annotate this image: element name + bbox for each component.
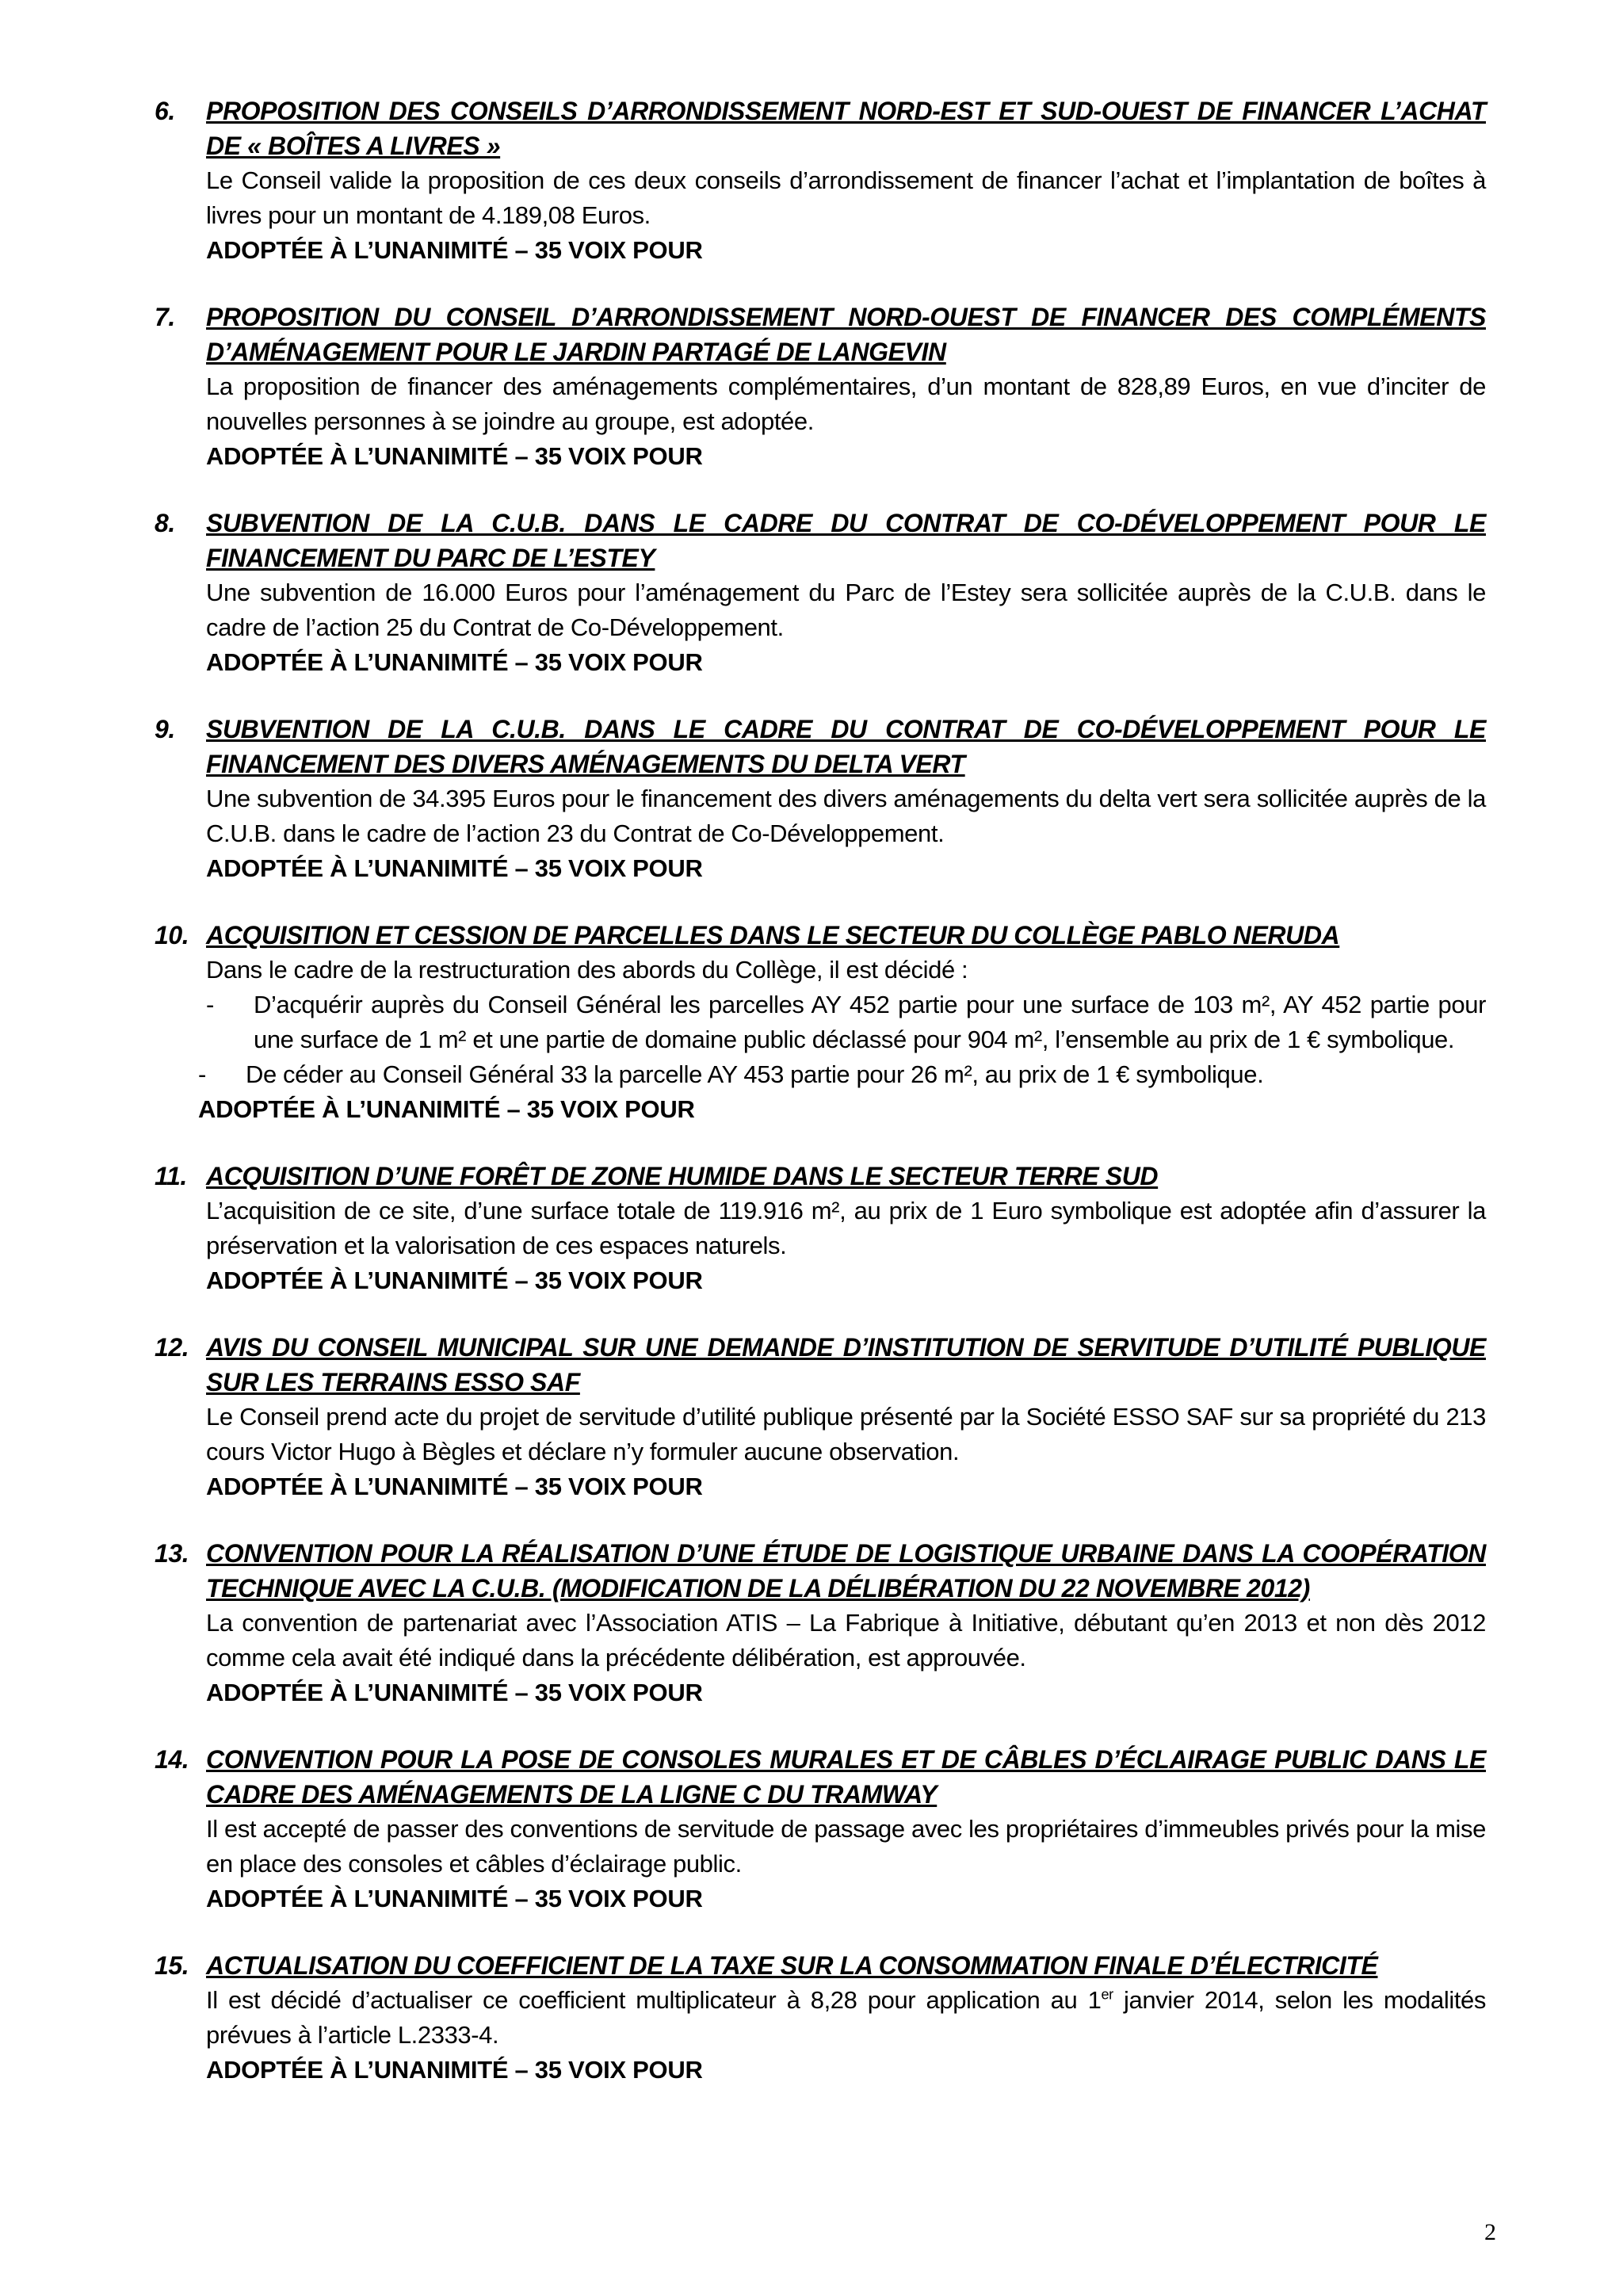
item-text: L’acquisition de ce site, d’une surface totale de 119.916 m², au prix de 1 Euro symbolique est adoptée afin d’assurer la préservation et la valorisation de ces espaces naturels. [206,1197,1486,1259]
bullet-text: D’acquérir auprès du Conseil Général les parcelles AY 452 partie pour une surface de 103 m², AY 452 partie pour une surface de 1 m² et une partie de domaine public déclassé pour 904 m², l’ensemble au prix de 1 € symbolique. [254,991,1486,1053]
item-title: PROPOSITION DU CONSEIL D’ARRONDISSEMENT NORD-OUEST DE FINANCER DES COMPLÉMENTS D’AMÉNAGEMENT POUR LE JARDIN PARTAGÉ DE LANGEVIN [206,303,1486,366]
item-number: 12. [155,1333,189,1362]
item-title: SUBVENTION DE LA C.U.B. DANS LE CADRE DU CONTRAT DE CO-DÉVELOPPEMENT POUR LE FINANCEMENT DES DIVERS AMÉNAGEMENTS DU DELTA VERT [206,715,1486,778]
item-vote-result: ADOPTÉE À L’UNANIMITÉ – 35 VOIX POUR [206,442,703,470]
deliberation-item-13 [155,1536,1486,1710]
item-vote-result: ADOPTÉE À L’UNANIMITÉ – 35 VOIX POUR [206,648,703,676]
item-text: Le Conseil prend acte du projet de servitude d’utilité publique présenté par la Société ESSO SAF sur sa propriété du 213 cours Victor Hugo à Bègles et déclare n’y formuler aucune observation. [206,1403,1486,1465]
item-text: Dans le cadre de la restructuration des abords du Collège, il est décidé : [206,956,968,984]
item-bullet-list [198,988,1486,1092]
item-title: AVIS DU CONSEIL MUNICIPAL SUR UNE DEMANDE D’INSTITUTION DE SERVITUDE D’UTILITÉ PUBLIQUE SUR LES TERRAINS ESSO SAF [206,1333,1486,1396]
item-number: 7. [155,303,175,331]
item-text [206,1983,1486,2053]
item-vote-result: ADOPTÉE À L’UNANIMITÉ – 35 VOIX POUR [206,854,703,882]
item-vote-result: ADOPTÉE À L’UNANIMITÉ – 35 VOIX POUR [206,2056,703,2084]
item-text: Une subvention de 16.000 Euros pour l’aménagement du Parc de l’Estey sera sollicitée auprès de la C.U.B. dans le cadre de l’action 25 du Contrat de Co-Développement. [206,579,1486,641]
page-number: 2 [1484,2219,1496,2245]
item-number: 14. [155,1745,189,1774]
bullet-marker: - [198,1060,206,1088]
deliberations-list [155,94,1486,2119]
deliberation-item-8 [155,506,1486,680]
deliberation-item-10 [155,918,1486,1127]
item-vote-result: ADOPTÉE À L’UNANIMITÉ – 35 VOIX POUR [206,1679,703,1706]
deliberation-item-7 [155,300,1486,474]
item-vote-result: ADOPTÉE À L’UNANIMITÉ – 35 VOIX POUR [206,1266,703,1294]
item-title: PROPOSITION DES CONSEILS D’ARRONDISSEMENT NORD-EST ET SUD-OUEST DE FINANCER L’ACHAT DE « BOÎTES A LIVRES » [206,97,1486,160]
item-title: SUBVENTION DE LA C.U.B. DANS LE CADRE DU CONTRAT DE CO-DÉVELOPPEMENT POUR LE FINANCEMENT DU PARC DE L’ESTEY [206,509,1486,572]
item-vote-result: ADOPTÉE À L’UNANIMITÉ – 35 VOIX POUR [206,236,703,264]
item-number: 13. [155,1539,189,1568]
item-text-part: janvier 2014, selon les modalités prévues à l’article L.2333-4. [206,1986,1486,2049]
deliberation-item-11 [155,1159,1486,1298]
item-number: 15. [155,1951,189,1980]
deliberation-item-15 [155,1948,1486,2088]
item-text: Le Conseil valide la proposition de ces deux conseils d’arrondissement de financer l’achat et l’implantation de boîtes à livres pour un montant de 4.189,08 Euros. [206,166,1486,229]
bullet-text: De céder au Conseil Général 33 la parcelle AY 453 partie pour 26 m², au prix de 1 € symbolique. [246,1060,1264,1088]
item-vote-result: ADOPTÉE À L’UNANIMITÉ – 35 VOIX POUR [198,1095,695,1123]
item-title: ACTUALISATION DU COEFFICIENT DE LA TAXE SUR LA CONSOMMATION FINALE D’ÉLECTRICITÉ [206,1951,1378,1980]
bullet-item [198,1057,1486,1092]
item-text: Une subvention de 34.395 Euros pour le financement des divers aménagements du delta vert sera sollicitée auprès de la C.U.B. dans le cadre de l’action 23 du Contrat de Co-Développement. [206,785,1486,847]
item-title: CONVENTION POUR LA POSE DE CONSOLES MURALES ET DE CÂBLES D’ÉCLAIRAGE PUBLIC DANS LE CADRE DES AMÉNAGEMENTS DE LA LIGNE C DU TRAMWAY [206,1745,1486,1809]
bullet-marker: - [206,991,214,1018]
deliberation-item-6 [155,94,1486,268]
item-number: 8. [155,509,175,537]
item-vote-result: ADOPTÉE À L’UNANIMITÉ – 35 VOIX POUR [206,1473,703,1500]
item-number: 9. [155,715,175,743]
item-title: ACQUISITION D’UNE FORÊT DE ZONE HUMIDE DANS LE SECTEUR TERRE SUD [206,1162,1159,1190]
item-text: La proposition de financer des aménagements complémentaires, d’un montant de 828,89 Euros, en vue d’inciter de nouvelles personnes à se joindre au groupe, est adoptée. [206,372,1486,435]
item-text: La convention de partenariat avec l’Association ATIS – La Fabrique à Initiative, débutant qu’en 2013 et non dès 2012 comme cela avait été indiqué dans la précédente délibération, est approuvée. [206,1609,1486,1671]
item-number: 6. [155,97,175,125]
deliberation-item-14 [155,1742,1486,1916]
item-title: ACQUISITION ET CESSION DE PARCELLES DANS LE SECTEUR DU COLLÈGE PABLO NERUDA [206,921,1340,949]
item-number: 11. [155,1162,187,1190]
item-number: 10. [155,921,189,949]
deliberation-item-9 [155,712,1486,886]
deliberation-item-12 [155,1330,1486,1504]
item-title: CONVENTION POUR LA RÉALISATION D’UNE ÉTUDE DE LOGISTIQUE URBAINE DANS LA COOPÉRATION TECHNIQUE AVEC LA C.U.B. (MODIFICATION DE LA DÉLIBÉRATION DU 22 NOVEMBRE 2012) [206,1539,1486,1603]
item-vote-result: ADOPTÉE À L’UNANIMITÉ – 35 VOIX POUR [206,1885,703,1912]
ordinal-superscript: er [1101,1986,1113,2003]
item-text: Il est accepté de passer des conventions de servitude de passage avec les propriétaires d’immeubles privés pour la mise en place des consoles et câbles d’éclairage public. [206,1815,1486,1878]
item-text-part: Il est décidé d’actualiser ce coefficient multiplicateur à 8,28 pour application au 1 [206,1986,1102,2014]
bullet-item [206,988,1486,1057]
